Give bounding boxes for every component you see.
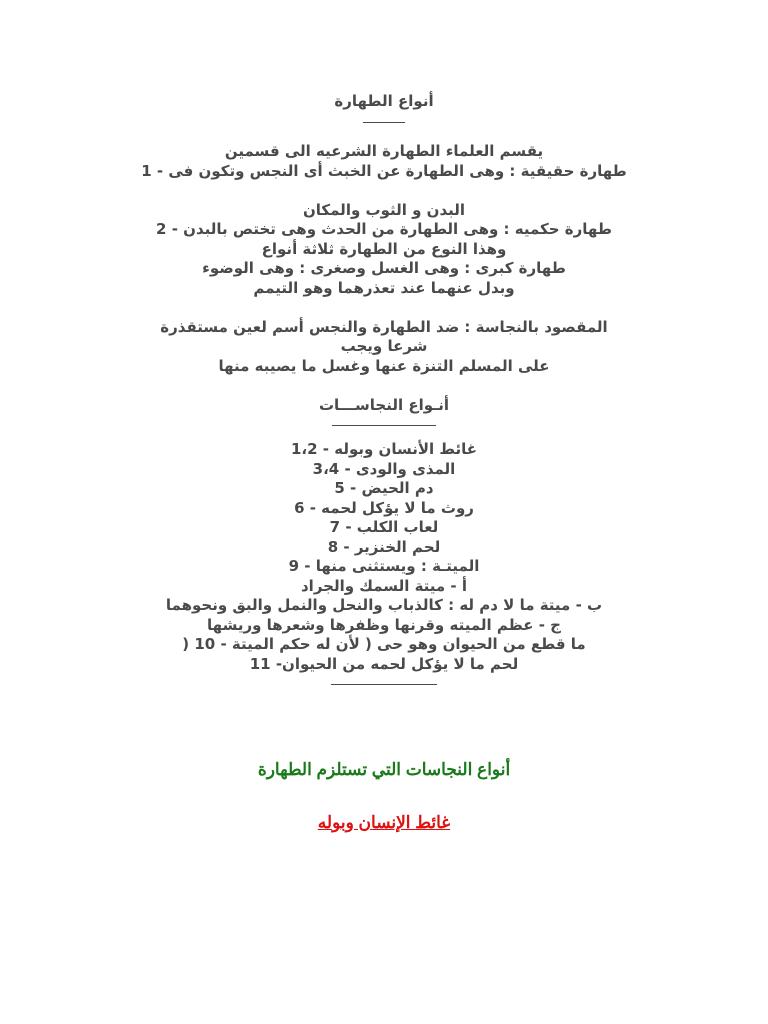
item2-line1: طهارة حكميه : وهى الطهارة من الحدث وهى تختص بالبدن - 2 <box>156 220 612 238</box>
intro-line: يقسم العلماء الطهارة الشرعيه الى قسمين <box>224 142 544 160</box>
spacer <box>84 426 684 440</box>
end-rule <box>331 674 437 685</box>
list-item: غائط الأنسان وبوله - 1،2 <box>291 440 477 458</box>
list-item: الميتـة : ويستثنى منها - 9 <box>288 557 480 575</box>
document-body <box>84 92 684 685</box>
list-item: لحم الخنزير - 8 <box>327 537 441 556</box>
spacer <box>84 376 684 396</box>
list-item: دم الحيض - 5 <box>334 479 434 497</box>
types-title: أنـواع النجاســـات <box>318 395 450 414</box>
list-item: ب - ميتة ما لا دم له : كالذباب والنحل والنمل والبق ونحوهما <box>165 596 603 614</box>
najasat-heading: أنواع النجاسات التي تستلزم الطهارة <box>257 760 511 779</box>
spacer <box>84 298 684 318</box>
list-item: ما قطع من الحيوان وهو حى ( لأن له حكم الميتة - 10 ( <box>182 635 586 653</box>
item1-line2: البدن و الثوب والمكان <box>302 200 466 219</box>
list-item: أ - ميتة السمك والجراد <box>300 576 468 595</box>
najasa-definition-line1: المقصود بالنجاسة : ضد الطهارة والنجس أسم لعين مستقذرة <box>160 317 608 336</box>
item2-line2: وهذا النوع من الطهارة ثلاثة أنواع <box>261 239 507 258</box>
spacer <box>84 181 684 201</box>
list-item: لحم ما لا يؤكل لحمه من الحيوان- 11 <box>249 654 519 673</box>
types-title-underline <box>332 415 436 426</box>
title-underline <box>363 112 405 123</box>
list-item: لعاب الكلب - 7 <box>329 518 439 536</box>
list-item: المذى والودى - 3،4 <box>312 459 456 478</box>
subheading <box>84 813 684 833</box>
spacer <box>84 123 684 143</box>
subheading-text: غائط الإنسان وبوله <box>317 813 451 832</box>
list-item: ج - عظم الميته وقرنها وظفرها وشعرها وريشها <box>207 615 561 634</box>
item2-line3: طهارة كبرى : وهى الغسل وصغرى : وهى الوضوء <box>202 259 566 277</box>
item2-line4: وبدل عنهما عند تعذرهما وهو التيمم <box>253 278 515 297</box>
page-title: أنواع الطهارة <box>334 92 434 110</box>
najasa-definition-line3: على المسلم التنزة عنها وغسل ما يصيبه منها <box>218 356 550 375</box>
item1-line1: طهارة حقيقية : وهى الطهارة عن الخبث أى النجس وتكون فى - 1 <box>141 161 627 180</box>
list-item: روث ما لا يؤكل لحمه - 6 <box>294 498 474 517</box>
najasa-definition-line2: شرعا ويجب <box>340 337 428 355</box>
